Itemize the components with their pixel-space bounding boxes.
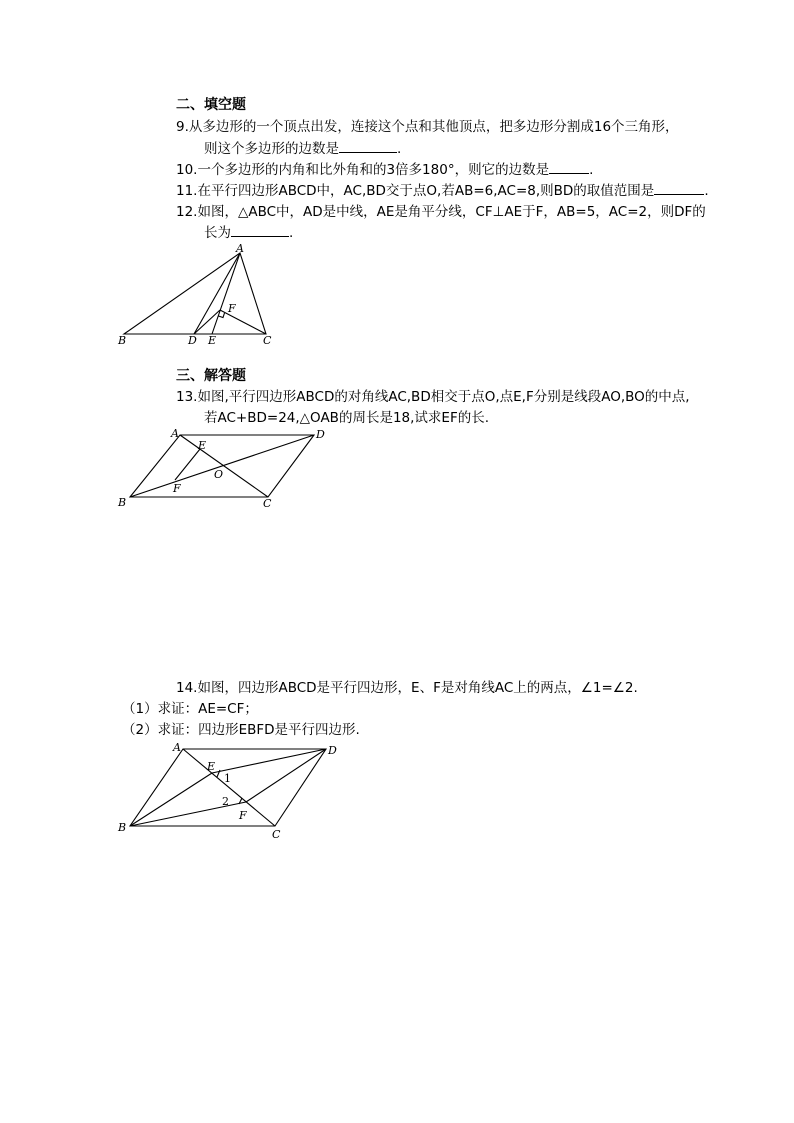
angle-1-mark — [217, 770, 220, 777]
label-a: A — [173, 741, 181, 754]
label-c: C — [263, 497, 272, 510]
label-angle-2: 2 — [222, 795, 229, 808]
question-9-line1: 9.从多边形的一个顶点出发，连接这个点和其他顶点，把多边形分割成16个三角形， — [176, 119, 679, 135]
question-14-line1: 14.如图，四边形ABCD是平行四边形，E、F是对角线AC上的两点，∠1=∠2. — [176, 680, 638, 696]
question-10-text: 10.一个多边形的内角和比外角和的3倍多180°，则它的边数是 — [176, 162, 550, 178]
label-f: F — [173, 482, 181, 495]
question-11-text: 11.在平行四边形ABCD中，AC,BD交于点O,若AB=6,AC=8,则BD的取值范围是 — [176, 183, 655, 199]
label-d: D — [328, 744, 337, 757]
answer-blank-12[interactable] — [231, 224, 289, 237]
question-12-end: . — [289, 225, 294, 241]
label-o: O — [214, 468, 224, 481]
figure-triangle-abc — [118, 242, 278, 347]
question-12-text: 长为 — [204, 225, 231, 241]
question-9-line2 — [204, 140, 401, 158]
diagonal-ac — [183, 749, 275, 826]
question-12-line1: 12.如图，△ABC中，AD是中线，AE是角平分线，CF⊥AE于F，AB=5，AC=2，则DF的 — [176, 204, 706, 220]
section-heading-fill-blank: 二、填空题 — [176, 97, 246, 113]
diagonal-bd — [130, 435, 314, 497]
question-9-text: 则这个多边形的边数是 — [204, 141, 339, 157]
label-b: B — [118, 496, 127, 509]
question-11 — [176, 182, 709, 200]
label-b: B — [118, 821, 127, 834]
question-14-part2: （2）求证：四边形EBFD是平行四边形. — [122, 722, 360, 738]
label-angle-1: 1 — [224, 772, 231, 785]
label-f: F — [239, 809, 247, 822]
label-a: A — [171, 427, 179, 440]
label-e: E — [208, 334, 217, 347]
label-c: C — [263, 334, 272, 347]
label-e: E — [207, 760, 216, 773]
question-14-part1: （1）求证：AE=CF； — [122, 701, 258, 717]
question-13-line1: 13.如图,平行四边形ABCD的对角线AC,BD相交于点O,点E,F分别是线段AO,BO的中点, — [176, 389, 690, 405]
figure-parallelogram-14 — [118, 742, 343, 842]
section-heading-solve: 三、解答题 — [176, 368, 246, 384]
question-12-line2 — [204, 224, 293, 242]
label-c: C — [272, 828, 281, 841]
triangle-abc — [124, 253, 266, 334]
bisector-ae — [212, 253, 240, 334]
segment-ef — [175, 449, 200, 480]
answer-blank-9[interactable] — [339, 140, 397, 153]
question-10 — [176, 161, 593, 179]
label-e: E — [198, 439, 207, 452]
parallelogram-abcd — [130, 749, 326, 826]
label-d: D — [316, 428, 325, 441]
label-b: B — [118, 334, 127, 347]
question-10-end: . — [589, 162, 594, 178]
median-ad — [194, 253, 240, 334]
answer-blank-11[interactable] — [654, 182, 704, 195]
answer-blank-10[interactable] — [549, 161, 589, 174]
label-a: A — [236, 242, 244, 255]
diagonal-ac — [180, 435, 268, 497]
question-11-end: . — [704, 183, 709, 199]
label-f: F — [228, 302, 236, 315]
question-9-end: . — [397, 141, 402, 157]
question-13-line2: 若AC+BD=24,△OAB的周长是18,试求EF的长. — [204, 410, 489, 426]
figure-parallelogram-13 — [118, 428, 328, 513]
segment-ed — [212, 749, 326, 773]
label-d: D — [188, 334, 197, 347]
